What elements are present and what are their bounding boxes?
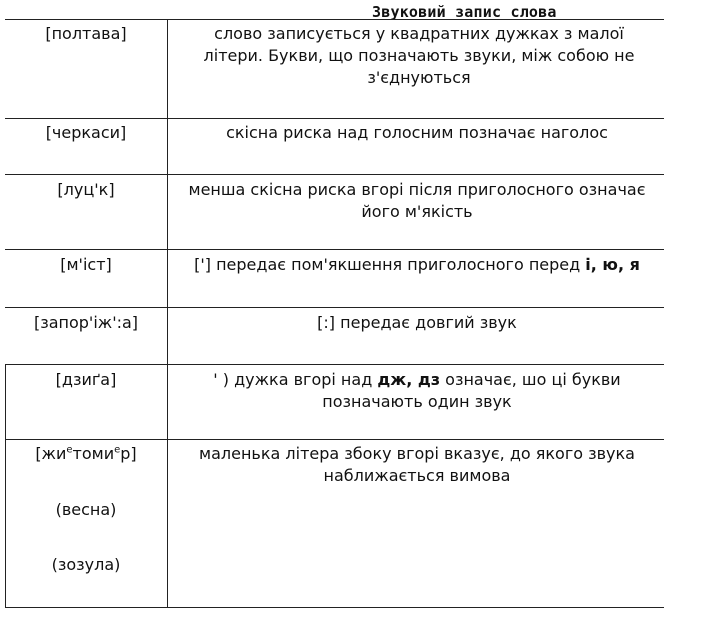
- term-superscript: е: [114, 444, 121, 456]
- table-row-term: [м'іст]: [60, 255, 112, 274]
- description-bold-letters: і, ю, я: [585, 255, 640, 274]
- description-text: означає, шо ці букви позначають один звук: [322, 370, 621, 411]
- table-top-border: [5, 19, 664, 20]
- row-divider: [5, 249, 664, 250]
- page-title: Звуковий запис слова: [372, 3, 557, 21]
- table-row-description: скісна риска над голосним позначає наголос: [226, 123, 608, 142]
- table-row-description: менша скісна риска вгорі після приголосного означає його м'якість: [188, 180, 646, 221]
- description-bold-letters: дж, дз: [377, 370, 441, 389]
- description-text: ['] передає пом'якшення приголосного перед: [194, 255, 586, 274]
- table-bottom-border: [5, 607, 664, 608]
- table-row-term: [дзиґа]: [55, 370, 117, 389]
- table-row-description: слово записується у квадратних дужках з малої літери. Букви, що позначають звуки, між собою не з'єднуються: [203, 24, 635, 87]
- table-row-example: (зозула): [51, 555, 121, 574]
- table-row-term: [черкаси]: [45, 123, 127, 142]
- table-row-description: [180, 369, 654, 413]
- table-row-term: [полтава]: [45, 24, 127, 43]
- term-part: [жи: [35, 444, 67, 463]
- column-divider: [167, 19, 168, 608]
- row-divider: [5, 364, 664, 365]
- table-row-description: [170, 254, 664, 276]
- term-part: томи: [72, 444, 115, 463]
- row-divider: [5, 439, 664, 440]
- table-row-term: [луц'к]: [57, 180, 115, 199]
- table-row-example: (весна): [55, 500, 117, 519]
- row-divider: [5, 118, 664, 119]
- description-text: ' ) дужка вгорі над: [213, 370, 378, 389]
- table-row-description: [:] передає довгий звук: [317, 313, 517, 332]
- term-superscript: е: [66, 444, 73, 456]
- row-divider: [5, 174, 664, 175]
- table-row-term: [запор'іж':а]: [33, 313, 139, 332]
- table-row-term: [6, 443, 166, 465]
- row-divider: [5, 307, 664, 308]
- table-row-description: маленька літера збоку вгорі вказує, до якого звука наближається вимова: [199, 444, 635, 485]
- term-part: р]: [120, 444, 137, 463]
